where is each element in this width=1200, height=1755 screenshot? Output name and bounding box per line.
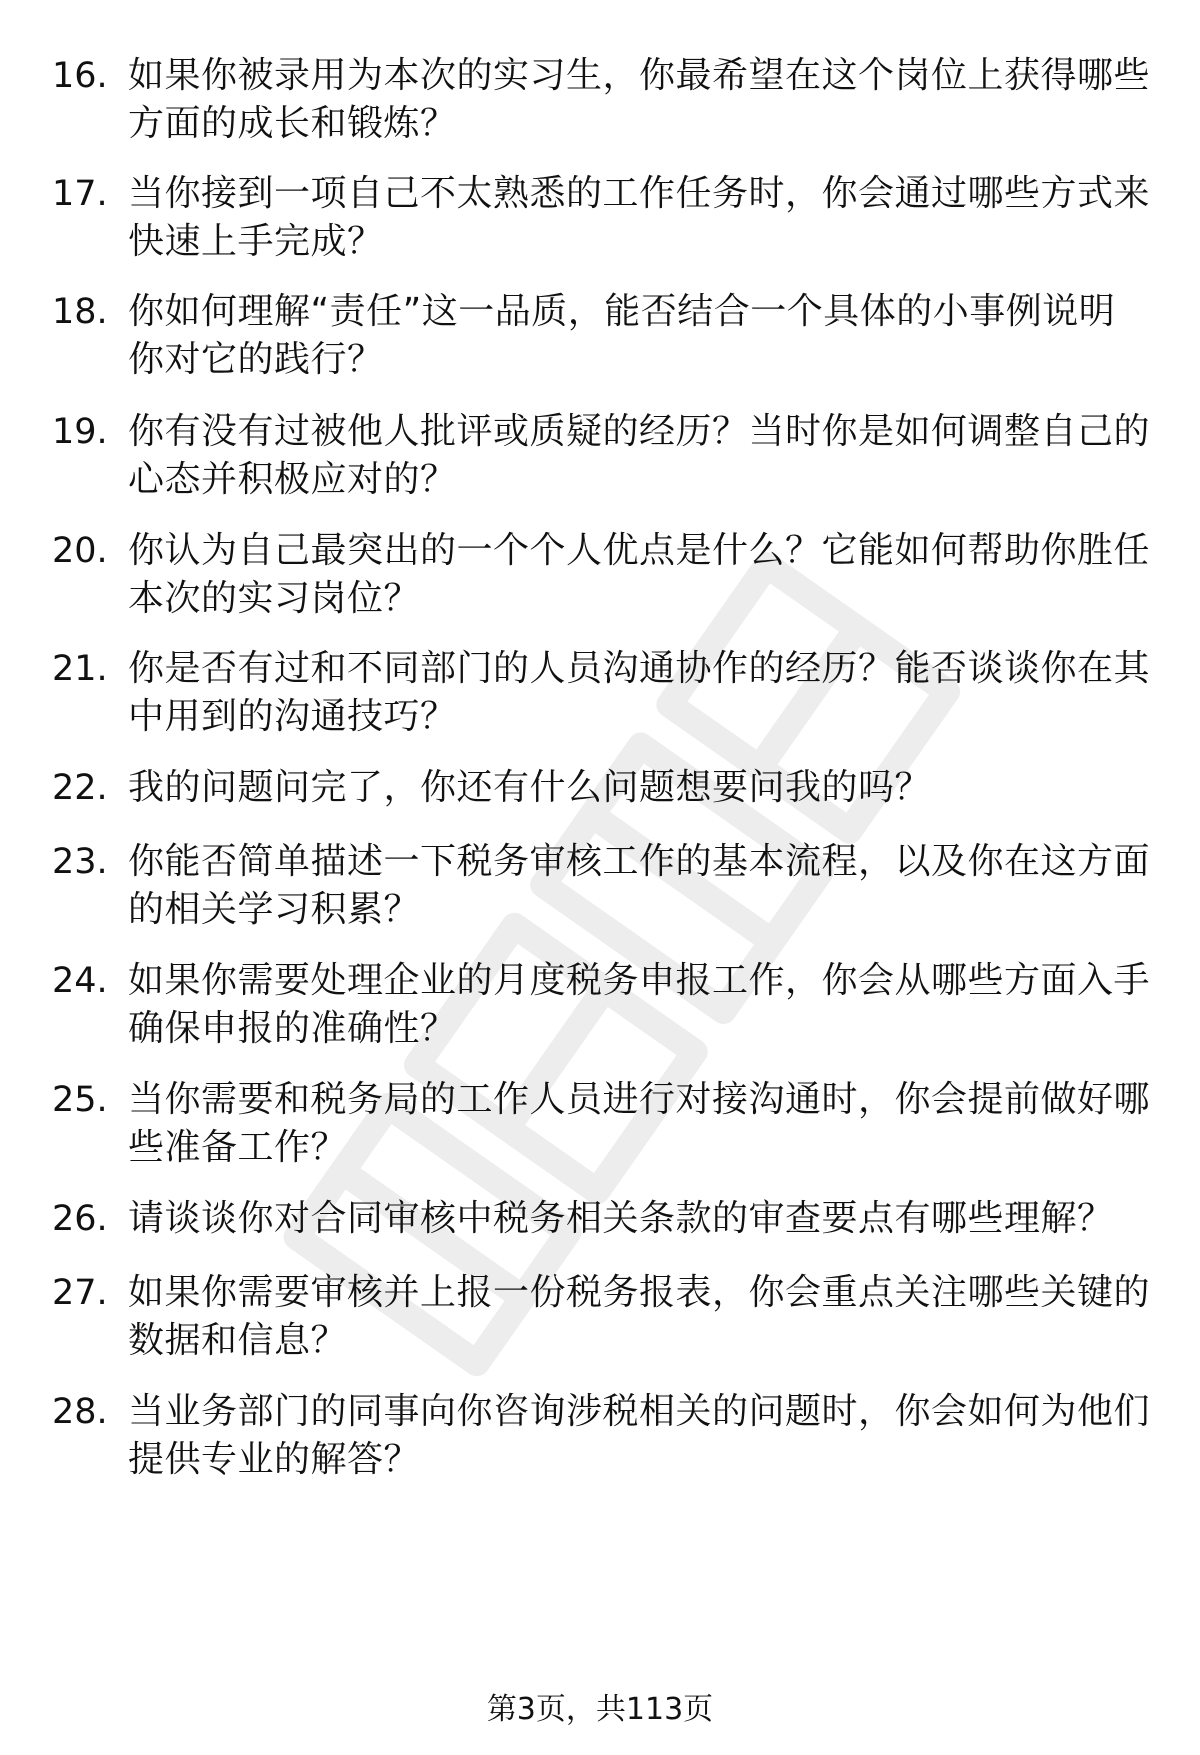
question-number: 21. — [52, 649, 108, 689]
question-number: 16. — [52, 56, 108, 96]
question-number: 17. — [52, 174, 108, 214]
question-text-line: 当业务部门的同事向你咨询涉税相关的问题时，你会如何为他们 — [128, 1391, 1151, 1432]
question-number: 24. — [52, 961, 108, 1001]
question-text-line: 如果你被录用为本次的实习生，你最希望在这个岗位上获得哪些 — [128, 55, 1151, 96]
question-text-line: 你如何理解“责任”这一品质，能否结合一个具体的小事例说明 — [128, 291, 1116, 332]
question-text-line: 中用到的沟通技巧？ — [128, 696, 457, 737]
question-number: 19. — [52, 412, 108, 452]
question-number: 26. — [52, 1199, 108, 1239]
question-text-line: 你是否有过和不同部门的人员沟通协作的经历？能否谈谈你在其 — [128, 648, 1151, 689]
question-number: 27. — [52, 1273, 108, 1313]
question-text-line: 我的问题问完了，你还有什么问题想要问我的吗？ — [128, 767, 932, 808]
question-text-line: 你认为自己最突出的一个个人优点是什么？它能如何帮助你胜任 — [128, 530, 1151, 571]
page-footer: 第3页，共113页 — [486, 1692, 714, 1727]
question-text-line: 请谈谈你对合同审核中税务相关条款的审查要点有哪些理解？ — [128, 1198, 1114, 1239]
question-text-line: 当你需要和税务局的工作人员进行对接沟通时，你会提前做好哪 — [128, 1079, 1151, 1120]
question-number: 28. — [52, 1392, 108, 1432]
question-text-line: 如果你需要处理企业的月度税务申报工作，你会从哪些方面入手 — [128, 960, 1151, 1001]
question-text-line: 快速上手完成？ — [128, 221, 384, 262]
question-number: 25. — [52, 1080, 108, 1120]
question-text-line: 些准备工作？ — [128, 1127, 348, 1168]
question-text-line: 数据和信息？ — [128, 1320, 348, 1361]
question-number: 22. — [52, 768, 108, 808]
question-text-line: 心态并积极应对的？ — [128, 459, 457, 500]
question-text-line: 如果你需要审核并上报一份税务报表，你会重点关注哪些关键的 — [128, 1272, 1151, 1313]
question-text-line: 的相关学习积累？ — [128, 889, 421, 930]
question-text-line: 提供专业的解答？ — [128, 1439, 421, 1480]
question-number: 23. — [52, 842, 108, 882]
question-text-line: 本次的实习岗位？ — [128, 578, 421, 619]
question-text-line: 确保申报的准确性？ — [128, 1008, 457, 1049]
question-text-line: 当你接到一项自己不太熟悉的工作任务时，你会通过哪些方式来 — [128, 173, 1151, 214]
question-number: 18. — [52, 292, 108, 332]
question-number: 20. — [52, 531, 108, 571]
question-text-line: 你对它的践行？ — [128, 339, 384, 380]
question-text-line: 你能否简单描述一下税务审核工作的基本流程，以及你在这方面 — [128, 841, 1151, 882]
question-text-line: 方面的成长和锻炼？ — [128, 103, 457, 144]
question-text-line: 你有没有过被他人批评或质疑的经历？当时你是如何调整自己的 — [128, 411, 1151, 452]
